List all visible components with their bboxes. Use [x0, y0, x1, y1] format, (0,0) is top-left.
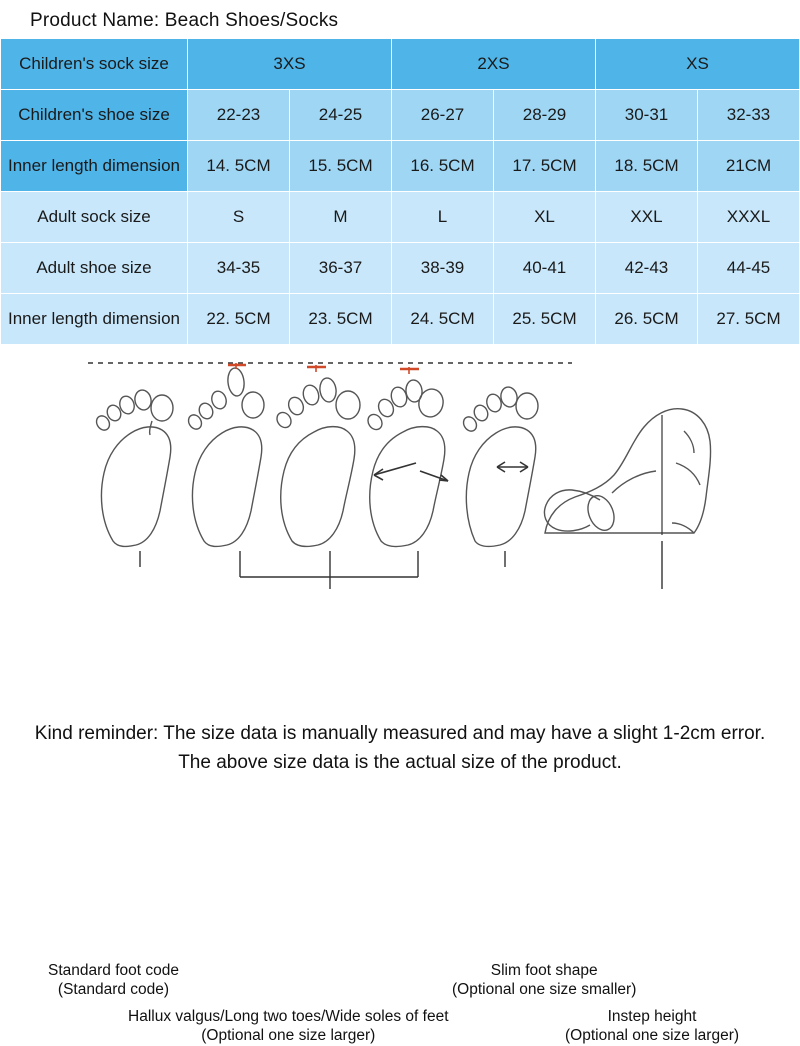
foot-wide-sole — [274, 365, 360, 546]
table-cell: 42-43 — [596, 243, 698, 294]
table-cell: 22. 5CM — [188, 294, 290, 345]
table-cell: 25. 5CM — [494, 294, 596, 345]
label-hallux-valgus-line2: (Optional one size larger) — [201, 1027, 376, 1045]
table-cell: 22-23 — [188, 90, 290, 141]
table-cell: L — [392, 192, 494, 243]
table-cell: 32-33 — [698, 90, 800, 141]
reminder-line2: slight 1-2cm error. The above size data is the actual size of the product. — [178, 723, 766, 773]
table-row — [1, 243, 800, 294]
table-cell: 15. 5CM — [290, 141, 392, 192]
table-row — [1, 39, 800, 90]
table-row — [1, 141, 800, 192]
label-standard-foot-line1: Standard foot code — [48, 962, 179, 979]
foot-standard — [94, 389, 173, 547]
table-cell: XL — [494, 192, 596, 243]
table-cell: 36-37 — [290, 243, 392, 294]
table-cell: 24. 5CM — [392, 294, 494, 345]
table-cell: 23. 5CM — [290, 294, 392, 345]
kind-reminder-text — [0, 720, 800, 777]
foot-side-instep — [544, 409, 710, 535]
label-standard-foot-line2: (Standard code) — [57, 981, 170, 999]
label-slim-foot — [452, 961, 636, 1000]
table-cell: S — [188, 192, 290, 243]
table-row — [1, 192, 800, 243]
table-cell: M — [290, 192, 392, 243]
row-label-inner-length-children: Inner length dimension — [1, 141, 188, 192]
table-cell: 34-35 — [188, 243, 290, 294]
table-cell: 21CM — [698, 141, 800, 192]
table-cell: 38-39 — [392, 243, 494, 294]
table-cell: 16. 5CM — [392, 141, 494, 192]
table-cell: 40-41 — [494, 243, 596, 294]
table-cell: 44-45 — [698, 243, 800, 294]
foot-diagram-svg — [0, 345, 800, 665]
cell-3xs: 3XS — [188, 39, 392, 90]
label-slim-foot-line1: Slim foot shape — [490, 962, 598, 979]
cell-xs: XS — [596, 39, 800, 90]
label-slim-foot-line2: (Optional one size smaller) — [452, 981, 637, 999]
row-label-adult-sock-size: Adult sock size — [1, 192, 188, 243]
label-instep-height-line2: (Optional one size larger) — [565, 1027, 740, 1045]
table-row — [1, 294, 800, 345]
label-hallux-valgus-line1: Hallux valgus/Long two toes/Wide soles of feet — [128, 1008, 449, 1025]
row-label-childrens-shoe-size: Children's shoe size — [1, 90, 188, 141]
table-cell: 26-27 — [392, 90, 494, 141]
foot-slim — [461, 386, 538, 547]
row-label-inner-length-adult: Inner length dimension — [1, 294, 188, 345]
table-row — [1, 90, 800, 141]
cell-2xs: 2XS — [392, 39, 596, 90]
table-cell: 17. 5CM — [494, 141, 596, 192]
table-cell: 27. 5CM — [698, 294, 800, 345]
label-hallux-valgus — [128, 1007, 449, 1046]
hallux-bracket — [240, 551, 418, 589]
table-cell: 18. 5CM — [596, 141, 698, 192]
table-cell: 14. 5CM — [188, 141, 290, 192]
label-standard-foot — [48, 961, 179, 1000]
table-cell: XXXL — [698, 192, 800, 243]
table-cell: XXL — [596, 192, 698, 243]
reminder-line1: Kind reminder: The size data is manually measured and may have a — [34, 723, 608, 744]
row-label-adult-shoe-size: Adult shoe size — [1, 243, 188, 294]
foot-long-two-toes — [186, 363, 264, 546]
size-table — [0, 38, 800, 345]
table-cell: 24-25 — [290, 90, 392, 141]
label-instep-height-line1: Instep height — [607, 1008, 697, 1025]
foot-hallux-valgus — [365, 367, 448, 546]
label-instep-height — [565, 1007, 739, 1046]
table-cell: 28-29 — [494, 90, 596, 141]
page-title: Product Name: Beach Shoes/Socks — [30, 10, 339, 31]
table-cell: 30-31 — [596, 90, 698, 141]
table-cell: 26. 5CM — [596, 294, 698, 345]
row-label-childrens-sock-size: Children's sock size — [1, 39, 188, 90]
